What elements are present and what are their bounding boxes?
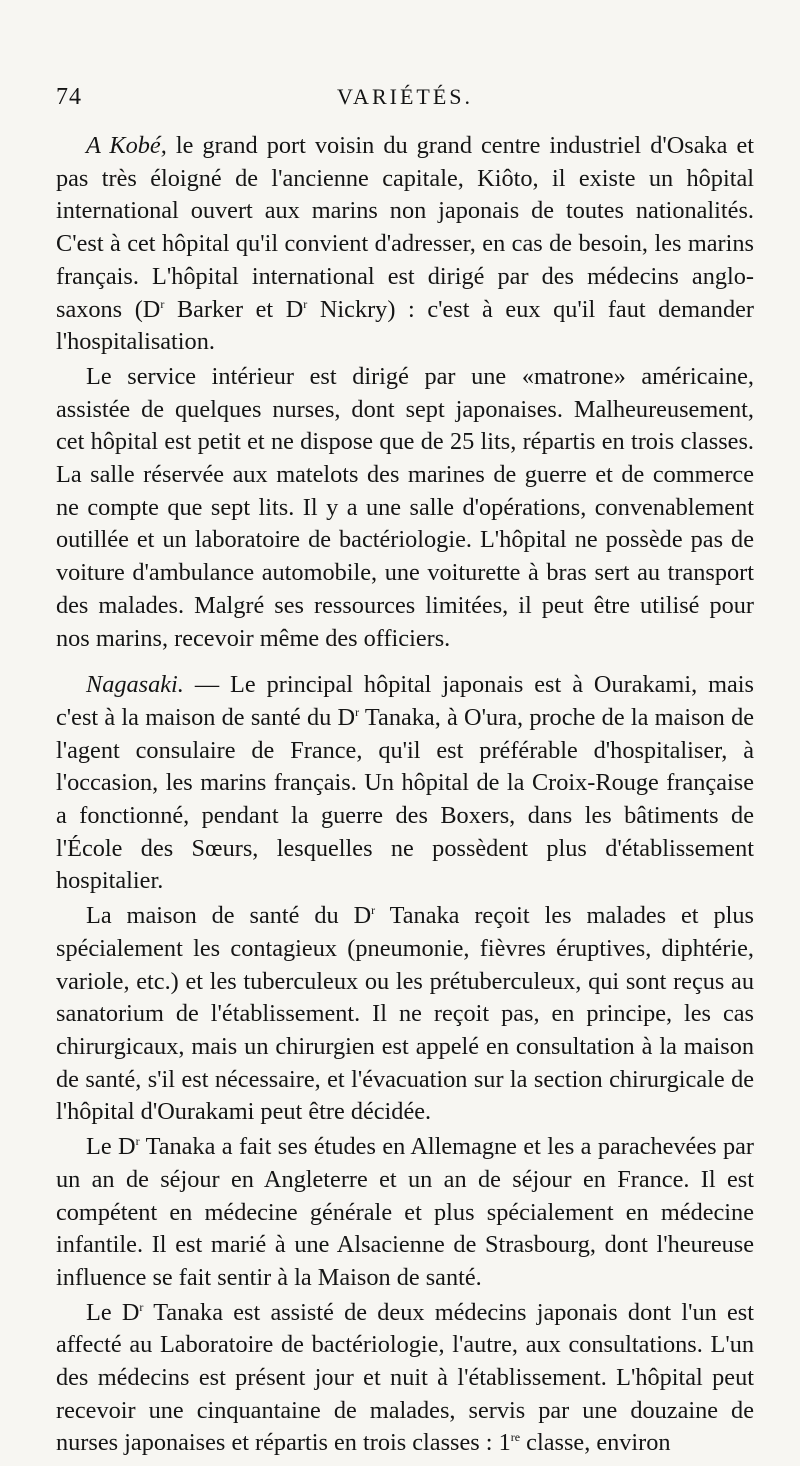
superscript: re bbox=[510, 1430, 521, 1445]
paragraph-text: Tanaka reçoit les malades et plus spécialement les contagieux (pneumonie, fièvres éruptives, diphtérie, variole, etc.) et les tuberculeux ou les prétuberculeux, qui sont reçus au sanatorium de l'établissement. Il ne reçoit pas, en principe, les cas chirurgicaux, mais un chirurgien est appelé en consultation à la maison de santé, s'il est nécessaire, et l'évacuation sur la section chirurgicale de l'hôpital d'Ourakami peut être décidée. bbox=[56, 902, 754, 1126]
page-number: 74 bbox=[56, 84, 82, 110]
paragraph-text: Tanaka a fait ses études en Allemagne et les a parachevées par un an de séjour en Angleterre et un an de séjour en France. Il est compétent en médecine générale et plus spécialement en médecine infantile. Il est marié à une Alsacienne de Strasbourg, dont l'heureuse influence se fait sentir à la Maison de santé. bbox=[56, 1133, 755, 1291]
paragraph-tanaka-staff bbox=[56, 1297, 754, 1461]
running-head: VARIÉTÉS. bbox=[337, 84, 473, 109]
superscript: r bbox=[135, 1134, 140, 1148]
place-name-nagasaki: Nagasaki. bbox=[86, 671, 184, 699]
place-name-kobe: A Kobé, bbox=[86, 132, 167, 159]
book-page bbox=[56, 76, 754, 1460]
paragraph-kobe-hospital bbox=[56, 130, 754, 359]
page-header bbox=[56, 76, 754, 116]
paragraph-tanaka-clinic bbox=[56, 900, 754, 1129]
paragraph-tanaka-studies bbox=[56, 1131, 754, 1295]
paragraph-text: La maison de santé du D bbox=[86, 902, 372, 930]
paragraph-text: Tanaka, à O'ura, proche de la maison de l'agent consulaire de France, qu'il est préférable d'hospitaliser, à l'occasion, les marins français. Un hôpital de la Croix-Rouge française a fonctionné, pendant la guerre des Boxers, dans les bâtiments de l'École des Sœurs, lesquelles ne possèdent plus d'établissement hospitalier. bbox=[56, 703, 754, 895]
paragraph-nagasaki bbox=[56, 669, 754, 898]
superscript: r bbox=[371, 903, 376, 918]
paragraph-text: classe, environ bbox=[520, 1429, 671, 1457]
paragraph-text: Le service intérieur est dirigé par une «matrone» américaine, assistée de quelques nurses, dont sept japonaises. Malheureusement, cet hôpital est petit et ne dispose que de 25 lits, répartis en trois classes. La salle réservée aux matelots des marines de guerre et de commerce ne compte que sept lits. Il y a une salle d'opérations, convenablement outillée et un laboratoire de bactériologie. L'hôpital ne possède pas de voiture d'ambulance automobile, une voiturette à bras sert au transport des malades. Malgré ses ressources limitées, il peut être utilisé pour nos marins, recevoir même des officiers. bbox=[56, 362, 754, 652]
paragraph-kobe-service bbox=[56, 361, 754, 655]
paragraph-text: — Le principal hôpital japonais est à Ourakami, mais c'est à la maison de santé du D bbox=[56, 671, 754, 731]
paragraph-text: Tanaka est assisté de deux médecins japonais dont l'un est affecté au Laboratoire de bactériologie, l'autre, aux consultations. L'un des médecins est présent jour et nuit à l'établissement. L'hôpital peut recevoir une cinquantaine de malades, servis par une douzaine de nurses japonaises et répartis en trois classes : 1 bbox=[56, 1298, 754, 1457]
paragraph-text: le grand port voisin du grand centre industriel d'Osaka et pas très éloigné de l'ancienne capitale, Kiôto, il existe un hôpital international ouvert aux marins non japonais de toutes nationalités. C'est à cet hôpital qu'il convient d'adresser, en cas de besoin, les marins français. L'hôpital international est dirigé par des médecins anglo-saxons (D bbox=[56, 132, 754, 323]
paragraph-text: Le D bbox=[86, 1298, 140, 1326]
paragraph-text: Nickry) : c'est à eux qu'il faut demander l'hospitalisation. bbox=[56, 295, 754, 356]
superscript: r bbox=[160, 296, 165, 311]
superscript: r bbox=[303, 296, 308, 311]
superscript: r bbox=[355, 704, 360, 719]
superscript: r bbox=[139, 1299, 144, 1314]
paragraph-text: Le D bbox=[86, 1133, 136, 1161]
paragraph-text: Barker et D bbox=[164, 295, 304, 323]
